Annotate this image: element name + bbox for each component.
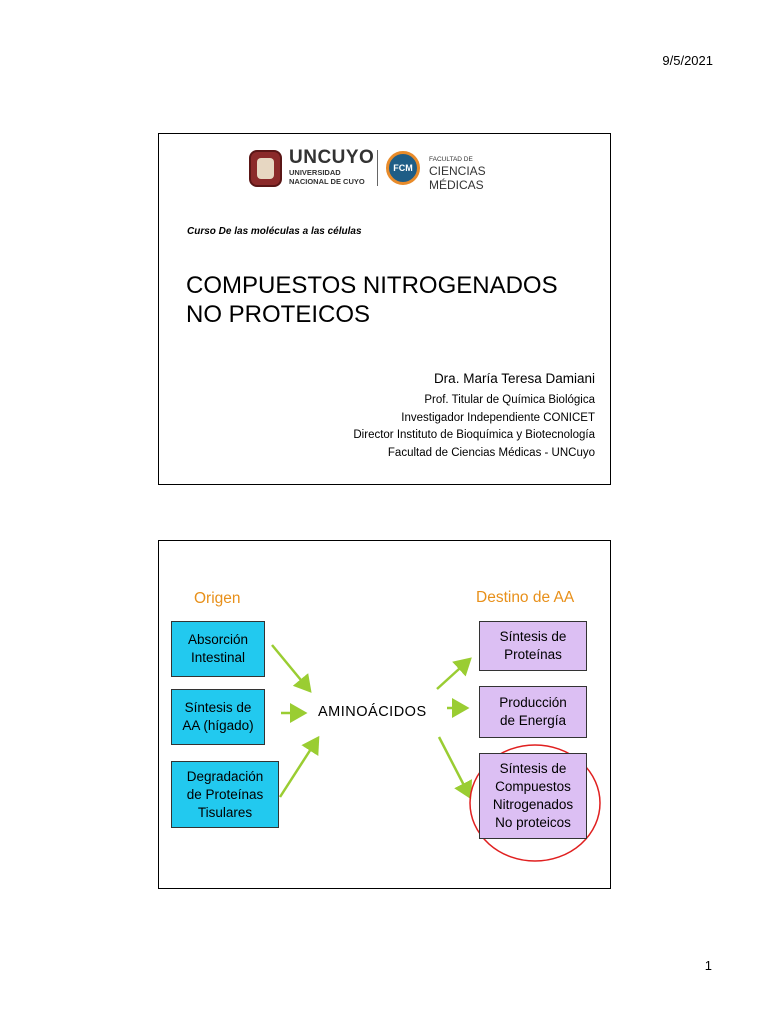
destination-box-nonprotein-compounds: Síntesis de Compuestos Nitrogenados No proteicos (479, 753, 587, 839)
destination-header: Destino de AA (476, 589, 575, 606)
arrow-absorption-to-aa (272, 645, 310, 691)
logo-faculty-name: CIENCIAS MÉDICAS (429, 164, 486, 192)
author-affiliations (353, 392, 595, 462)
slide-title (186, 271, 606, 329)
page-number: 1 (704, 958, 712, 973)
origin-box-absorption: Absorción Intestinal (171, 621, 265, 677)
university-seal-icon (249, 150, 282, 187)
affiliation-line: Facultad de Ciencias Médicas - UNCuyo (387, 446, 595, 459)
page-date: 9/5/2021 (662, 53, 713, 68)
arrow-degradation-to-aa (280, 738, 318, 797)
amino-acid-flow-slide (158, 540, 611, 889)
destination-box-energy: Producción de Energía (479, 686, 587, 738)
course-name: Curso De las moléculas a las células (187, 226, 362, 237)
arrow-aa-to-protein-synthesis (437, 659, 470, 689)
logo-university-name: UNCUYO (289, 147, 375, 168)
affiliation-line: Investigador Independiente CONICET (401, 411, 595, 424)
affiliation-line: Prof. Titular de Química Biológica (424, 394, 595, 406)
title-line-1: COMPUESTOS NITROGENADOS (186, 272, 558, 299)
origin-box-degradation: Degradación de Proteínas Tisulares (171, 761, 279, 828)
title-slide (158, 133, 611, 485)
fcm-badge-icon: FCM (386, 151, 420, 185)
arrow-aa-to-nonprotein (439, 737, 470, 797)
logo-divider (377, 150, 378, 186)
logo-university-subtitle: UNIVERSIDAD NACIONAL DE CUYO (289, 168, 365, 186)
title-line-2: NO PROTEICOS (186, 301, 371, 328)
author-name: Dra. María Teresa Damiani (433, 371, 595, 386)
origin-header: Origen (194, 590, 241, 607)
affiliation-line: Director Instituto de Bioquímica y Biotecnología (353, 429, 595, 441)
amino-acids-label: AMINOÁCIDOS (318, 704, 427, 720)
destination-box-protein-synthesis: Síntesis de Proteínas (479, 621, 587, 671)
origin-box-synthesis: Síntesis de AA (hígado) (171, 689, 265, 745)
university-logo (249, 148, 539, 190)
logo-faculty-prefix: FACULTAD DE (429, 156, 473, 163)
